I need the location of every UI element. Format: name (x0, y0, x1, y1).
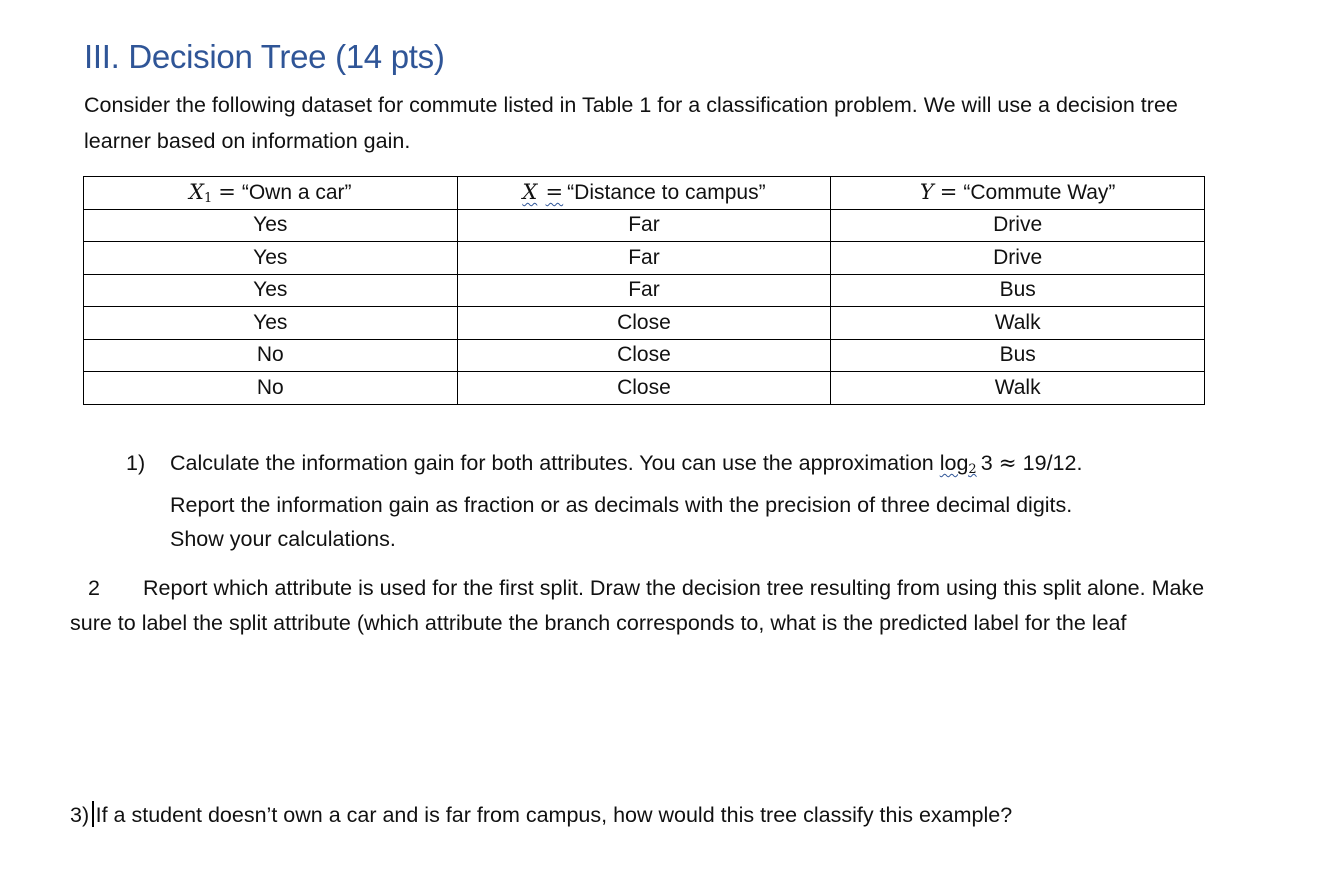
cell-commute: Bus (831, 274, 1205, 307)
intro-paragraph: Consider the following dataset for commute listed in Table 1 for a classification problem. We will use a decision tree learner based on information gain. (84, 93, 1178, 153)
table-row (84, 339, 1205, 372)
dataset-table (83, 176, 1205, 405)
header-sub: 1 (203, 190, 213, 206)
question-number: 1) (126, 451, 146, 475)
cell-own-car: Yes (84, 209, 458, 242)
cell-commute: Walk (831, 372, 1205, 405)
table-row (84, 242, 1205, 275)
cell-own-car: Yes (84, 242, 458, 275)
cell-distance: Far (457, 274, 831, 307)
table-row (84, 307, 1205, 340)
header-var: X (189, 179, 204, 204)
question-number: 3) (70, 803, 90, 827)
table-row (84, 372, 1205, 405)
cell-commute: Walk (831, 307, 1205, 340)
cell-distance: Close (457, 372, 831, 405)
question-3[interactable] (70, 798, 1012, 832)
cell-commute: Drive (831, 242, 1205, 275)
text-cursor (92, 801, 94, 827)
header-op: = (218, 179, 236, 204)
question-2 (70, 571, 1210, 641)
cell-own-car: No (84, 339, 458, 372)
header-op: = (545, 179, 564, 204)
cell-own-car: No (84, 372, 458, 405)
header-label: “Distance to campus” (567, 180, 766, 204)
cell-distance: Far (457, 242, 831, 275)
log-base: 2 (968, 462, 977, 477)
question-number: 2 (88, 576, 100, 600)
cell-distance: Far (457, 209, 831, 242)
header-commute (831, 177, 1205, 210)
header-label: “Own a car” (241, 180, 352, 204)
table-row (84, 274, 1205, 307)
question-text: Report which attribute is used for the first split. Draw the decision tree resulting from using this split alone. Make sure to label the split attribute (which attribute the branch corresponds to, what is the predicted label for the leaf (70, 576, 1205, 635)
cell-commute: Drive (831, 209, 1205, 242)
cell-commute: Bus (831, 339, 1205, 372)
section-title: III. Decision Tree (14 pts) (84, 38, 445, 75)
log-argument: 3 (980, 451, 993, 475)
cell-own-car: Yes (84, 274, 458, 307)
header-own-car (84, 177, 458, 210)
header-var: Y (919, 180, 934, 205)
table-header-row (84, 177, 1205, 210)
question-text (170, 446, 1130, 557)
question-text: If a student doesn’t own a car and is far from campus, how would this tree classify this example? (95, 803, 1013, 827)
header-distance (457, 177, 831, 210)
header-label: “Commute Way” (963, 181, 1116, 205)
question-text-part: Calculate the information gain for both attributes. You can use the approximation (170, 451, 940, 475)
approx-symbol: ≈ (998, 451, 1017, 476)
table-row (84, 209, 1205, 242)
cell-distance: Close (457, 339, 831, 372)
header-var: X (522, 179, 538, 204)
question-text-part: 19/12. Report the information gain as fraction or as decimals with the precision of three decimal digits. Show your calculations. (170, 451, 1083, 551)
cell-distance: Close (457, 307, 831, 340)
header-op: = (939, 180, 958, 205)
cell-own-car: Yes (84, 307, 458, 340)
log-expression: log (939, 451, 969, 475)
